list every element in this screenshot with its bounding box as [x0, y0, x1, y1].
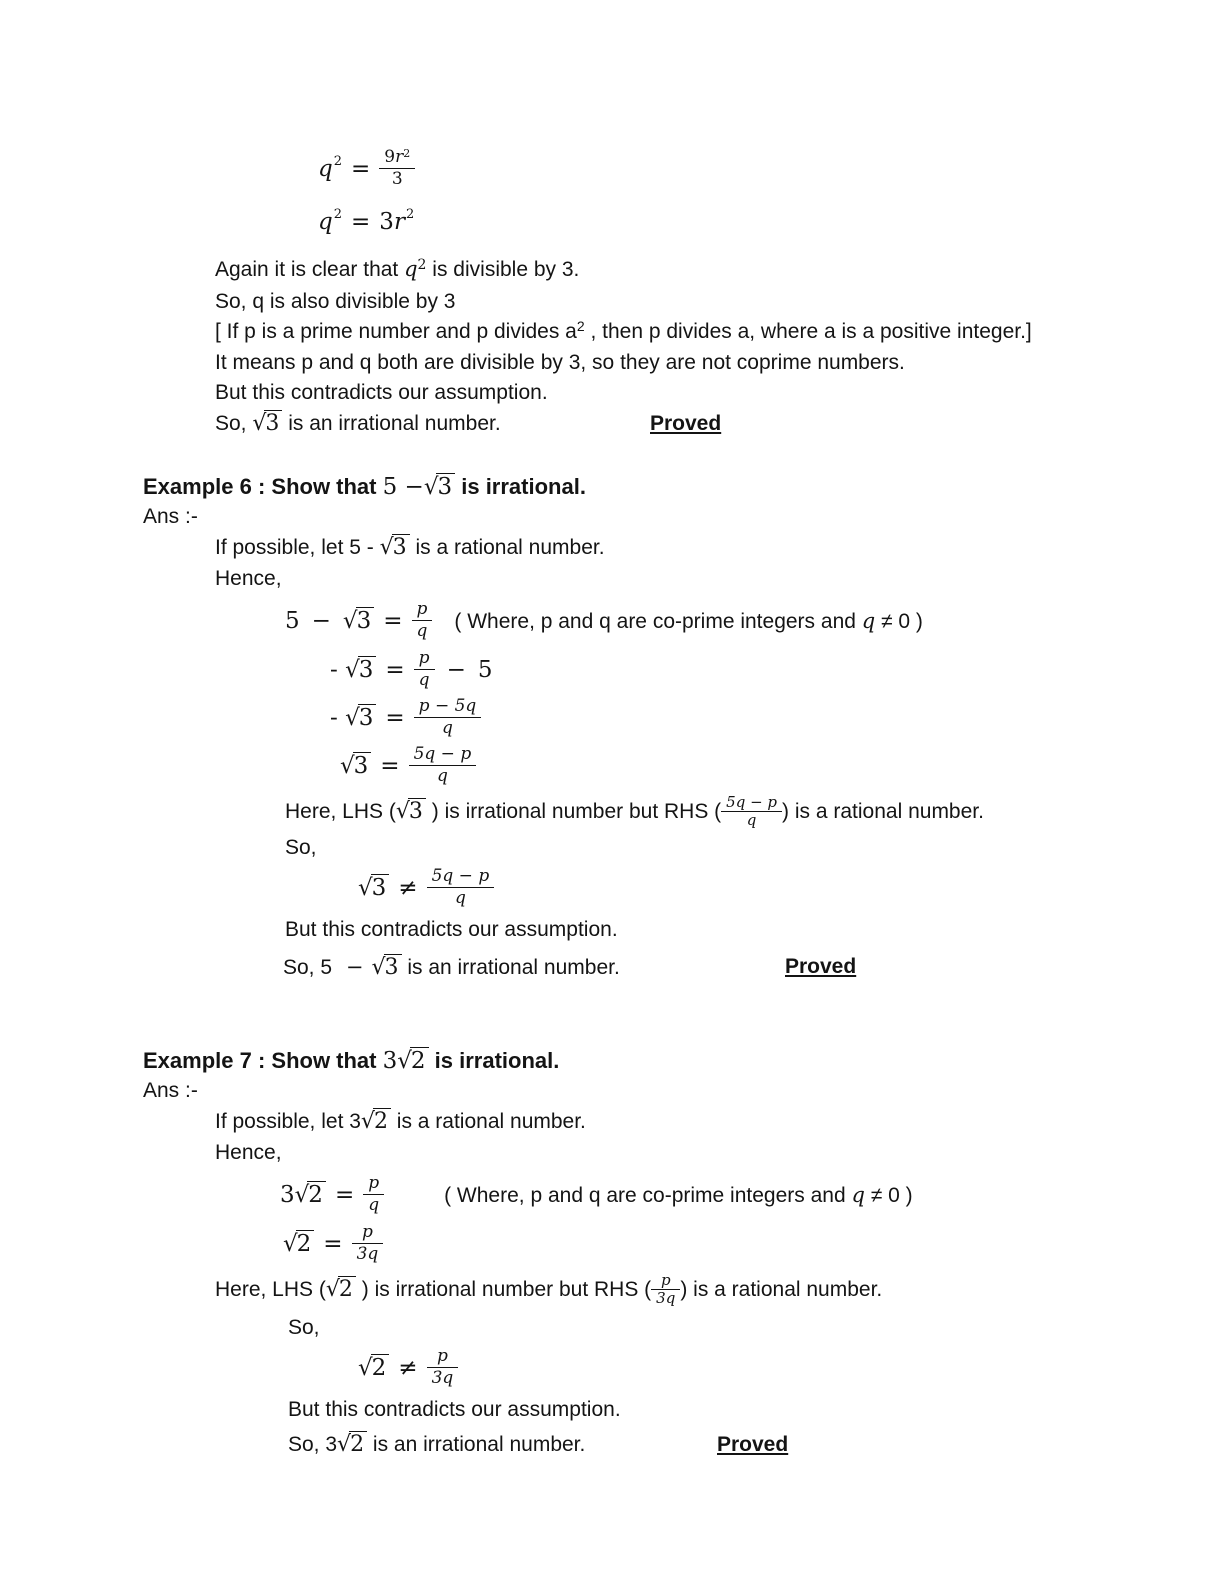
- equals-sign: =: [334, 1182, 355, 1208]
- text-fragment: So, 3: [288, 1433, 338, 1456]
- text-fragment: So, 5: [283, 956, 338, 979]
- minus-sign: −: [311, 608, 331, 634]
- radicand: 3: [358, 656, 377, 683]
- fraction-numerator: p: [414, 648, 435, 669]
- heading-text: is irrational.: [455, 474, 586, 499]
- example6-heading: [143, 472, 1224, 502]
- fraction-numerator: p − 5q: [414, 696, 482, 717]
- fraction: [427, 1346, 459, 1388]
- not-equal-sign: ≠: [398, 1355, 418, 1381]
- radicand: 3: [392, 534, 410, 560]
- fraction: [721, 794, 782, 830]
- equals-sign: =: [383, 608, 403, 634]
- heading-text: Example 7 : Show that: [143, 1048, 383, 1073]
- text-fragment: is a rational number.: [409, 536, 605, 559]
- math-var: q: [851, 1183, 865, 1207]
- text-fragment: is divisible by 3.: [426, 258, 580, 281]
- math-num: 5: [285, 608, 300, 634]
- not-equal-sign: ≠: [398, 875, 418, 901]
- text-fragment: is an irrational number.: [367, 1433, 586, 1456]
- text-fragment: ≠ 0 ): [875, 610, 923, 633]
- math-num: 3: [379, 209, 394, 235]
- radicand: 3: [264, 410, 282, 436]
- sqrt-expression: [283, 1231, 314, 1257]
- equals-sign: =: [385, 657, 405, 683]
- line-conclusion-3sqrt2: [288, 1429, 1224, 1461]
- radical-sign: √: [340, 753, 355, 779]
- text-fragment: ) is irrational number but RHS (: [425, 800, 722, 823]
- radical-sign: √: [283, 1231, 298, 1257]
- math-var: r: [393, 209, 405, 235]
- fraction: [409, 744, 477, 786]
- radical-sign: √: [358, 875, 373, 901]
- equation-q2-equals-9r2-over-3: [318, 146, 1224, 196]
- radicand: 3: [408, 798, 426, 824]
- text-fragment: So,: [215, 412, 253, 435]
- sqrt-expression: [380, 535, 410, 560]
- fraction-denominator: 3q: [431, 1367, 454, 1388]
- fraction: [412, 599, 433, 641]
- math-var: q: [404, 257, 418, 281]
- fraction-numerator: [379, 147, 415, 168]
- sqrt-expression: [345, 657, 376, 683]
- math-var: q: [861, 609, 876, 633]
- fraction-numerator: p: [651, 1272, 680, 1290]
- equation-sqrt3-not-equal: [358, 865, 1224, 911]
- math-expression: 5 −: [382, 474, 424, 500]
- sqrt-expression: [424, 474, 455, 500]
- fraction-denominator: q: [368, 1194, 380, 1215]
- line-lhs-rhs: [285, 791, 1224, 833]
- radicand: 2: [410, 1047, 429, 1074]
- where-clause: [444, 1184, 913, 1207]
- where-clause: [454, 610, 923, 633]
- equation-neg-sqrt3-pq-minus-5: [330, 647, 1224, 693]
- equation-sqrt3-5q-minus-p: [340, 743, 1224, 789]
- proved-label: Proved: [785, 955, 857, 978]
- text-fragment: ) is irrational number but RHS (: [355, 1278, 652, 1301]
- line-hence: Hence,: [215, 1141, 282, 1164]
- fraction: [414, 648, 435, 690]
- equation-3sqrt2-pq: [280, 1172, 1224, 1219]
- math-num: 3: [382, 1048, 398, 1074]
- radical-sign: √: [342, 608, 358, 634]
- text-fragment: ≠ 0 ): [864, 1184, 913, 1207]
- fraction-denominator: 3: [391, 168, 403, 189]
- radicand: 3: [356, 607, 375, 634]
- text-fragment: Here, LHS (: [285, 800, 396, 823]
- text-fragment: , then p divides a, where a is a positive integer.]: [584, 320, 1032, 343]
- line-if-possible: [215, 532, 1224, 564]
- equals-sign: =: [351, 156, 371, 182]
- text-fragment: ( Where, p and q are co-prime integers and: [444, 1184, 852, 1207]
- fraction-numerator: p: [427, 1346, 459, 1367]
- math-var: q: [318, 156, 333, 182]
- text-fragment: ) is a rational number.: [680, 1278, 883, 1301]
- equation-5-minus-sqrt3: [285, 598, 1224, 645]
- radicand: 2: [349, 1431, 367, 1457]
- radical-sign: √: [337, 1432, 352, 1457]
- sqrt-expression: [252, 411, 282, 436]
- radicand: 3: [371, 874, 390, 901]
- radicand: 2: [373, 1108, 391, 1134]
- superscript: 2: [576, 318, 585, 334]
- fraction-denominator: q: [416, 620, 428, 641]
- fraction-denominator: q: [454, 887, 466, 908]
- line-again-divisible: [215, 254, 1224, 287]
- superscript: 2: [403, 147, 411, 161]
- line-conclusion-sqrt3: [215, 408, 1224, 440]
- fraction: [414, 696, 482, 738]
- sqrt-expression: [358, 1355, 389, 1381]
- radical-sign: √: [395, 799, 410, 824]
- math-var: q: [318, 209, 333, 235]
- line-not-coprime: It means p and q both are divisible by 3, so they are not coprime numbers.: [215, 351, 905, 374]
- line-contradiction: But this contradicts our assumption.: [285, 918, 618, 941]
- superscript: 2: [333, 207, 343, 222]
- radicand: 3: [384, 954, 402, 980]
- text-fragment: If possible, let 5 -: [215, 536, 380, 559]
- ans-label: Ans :-: [143, 1079, 198, 1102]
- proved-label: Proved: [650, 412, 722, 435]
- minus-sign: −: [446, 657, 466, 683]
- sqrt-expression: [358, 875, 389, 901]
- fraction-numerator: p: [352, 1222, 384, 1243]
- minus-sign: -: [330, 705, 338, 731]
- equals-sign: =: [323, 1231, 343, 1257]
- equals-sign: =: [380, 753, 400, 779]
- radical-sign: √: [345, 705, 360, 731]
- fraction: [427, 866, 495, 908]
- radical-sign: √: [358, 1355, 373, 1381]
- text-fragment: is an irrational number.: [282, 412, 501, 435]
- line-conclusion-5-minus-sqrt3: [283, 951, 1224, 984]
- math-var: r: [395, 147, 404, 168]
- sqrt-expression: [371, 955, 401, 980]
- equals-sign: =: [351, 209, 371, 235]
- fraction-numerator: 5q − p: [721, 794, 782, 812]
- radical-sign: √: [360, 1109, 375, 1134]
- minus-sign: -: [330, 657, 338, 683]
- sqrt-expression: [361, 1109, 391, 1134]
- radicand: 2: [371, 1354, 390, 1381]
- line-contradiction: But this contradicts our assumption.: [288, 1398, 621, 1421]
- line-q-also-divisible: So, q is also divisible by 3: [215, 290, 456, 313]
- fraction-denominator: q: [436, 765, 448, 786]
- sqrt-expression: [345, 705, 376, 731]
- math-num: 3: [280, 1182, 295, 1208]
- equation-sqrt2-p-over-3q: [283, 1221, 1224, 1267]
- superscript: 2: [417, 257, 427, 273]
- sqrt-expression: [397, 1048, 428, 1074]
- fraction-denominator: q: [442, 717, 453, 738]
- fraction-denominator: q: [746, 810, 757, 829]
- radical-sign: √: [345, 657, 360, 683]
- minus-sign: −: [345, 955, 364, 979]
- text-fragment: If possible, let 3: [215, 1110, 361, 1133]
- equation-q2-equals-3r2: [318, 204, 1224, 244]
- example7-heading: [143, 1046, 1224, 1076]
- superscript: 2: [405, 207, 415, 222]
- radicand: 3: [353, 752, 372, 779]
- fraction-denominator: 3q: [656, 1288, 676, 1307]
- sqrt-expression: [337, 1432, 367, 1457]
- sqrt-expression: [295, 1182, 326, 1208]
- text-fragment: [ If p is a prime number and p divides a: [215, 320, 577, 343]
- fraction: [352, 1222, 384, 1264]
- line-if-possible: [215, 1106, 1224, 1138]
- fraction-denominator: q: [418, 669, 430, 690]
- fraction: [379, 147, 415, 189]
- text-fragment: Here, LHS (: [215, 1278, 326, 1301]
- superscript: 2: [333, 154, 343, 169]
- sqrt-expression: [340, 753, 371, 779]
- radical-sign: √: [294, 1182, 310, 1208]
- line-so: So,: [288, 1316, 320, 1339]
- sqrt-expression: [326, 1277, 356, 1302]
- equals-sign: =: [385, 705, 405, 731]
- text-fragment: Again it is clear that: [215, 258, 405, 281]
- fraction-numerator: p: [363, 1173, 384, 1194]
- radicand: 2: [307, 1181, 326, 1208]
- line-lhs-rhs: [215, 1269, 1224, 1311]
- text-fragment: is a rational number.: [390, 1110, 586, 1133]
- sqrt-expression: [343, 608, 374, 634]
- line-contradiction: But this contradicts our assumption.: [215, 381, 548, 404]
- fraction-numerator: 5q − p: [427, 866, 495, 887]
- fraction: [651, 1272, 680, 1308]
- text-fragment: ) is a rational number.: [782, 800, 984, 823]
- radical-sign: √: [379, 535, 394, 560]
- line-hence: Hence,: [215, 567, 282, 590]
- equation-sqrt2-not-equal: [358, 1345, 1224, 1391]
- fraction: [363, 1173, 384, 1215]
- text-fragment: is an irrational number.: [401, 956, 620, 979]
- radicand: 3: [358, 704, 377, 731]
- radical-sign: √: [371, 955, 386, 980]
- heading-text: Example 6 : Show that: [143, 474, 383, 499]
- fraction-denominator: 3q: [356, 1243, 379, 1264]
- radicand: 3: [436, 473, 455, 500]
- math-num: 9: [384, 147, 396, 168]
- radicand: 2: [338, 1276, 356, 1302]
- radical-sign: √: [423, 474, 439, 500]
- sqrt-expression: [396, 799, 426, 824]
- heading-text: is irrational.: [428, 1048, 560, 1073]
- equation-neg-sqrt3-p-minus-5q: [330, 695, 1224, 741]
- fraction-numerator: p: [412, 599, 433, 620]
- line-prime-rule: [215, 317, 1224, 348]
- proved-label: Proved: [717, 1433, 789, 1456]
- fraction-numerator: 5q − p: [409, 744, 477, 765]
- radical-sign: √: [397, 1048, 412, 1074]
- math-num: 5: [477, 657, 493, 683]
- radicand: 2: [296, 1230, 315, 1257]
- radical-sign: √: [252, 411, 267, 436]
- ans-label: Ans :-: [143, 505, 198, 528]
- text-fragment: ( Where, p and q are co-prime integers and: [454, 610, 862, 633]
- line-so: So,: [285, 836, 317, 859]
- radical-sign: √: [325, 1277, 340, 1302]
